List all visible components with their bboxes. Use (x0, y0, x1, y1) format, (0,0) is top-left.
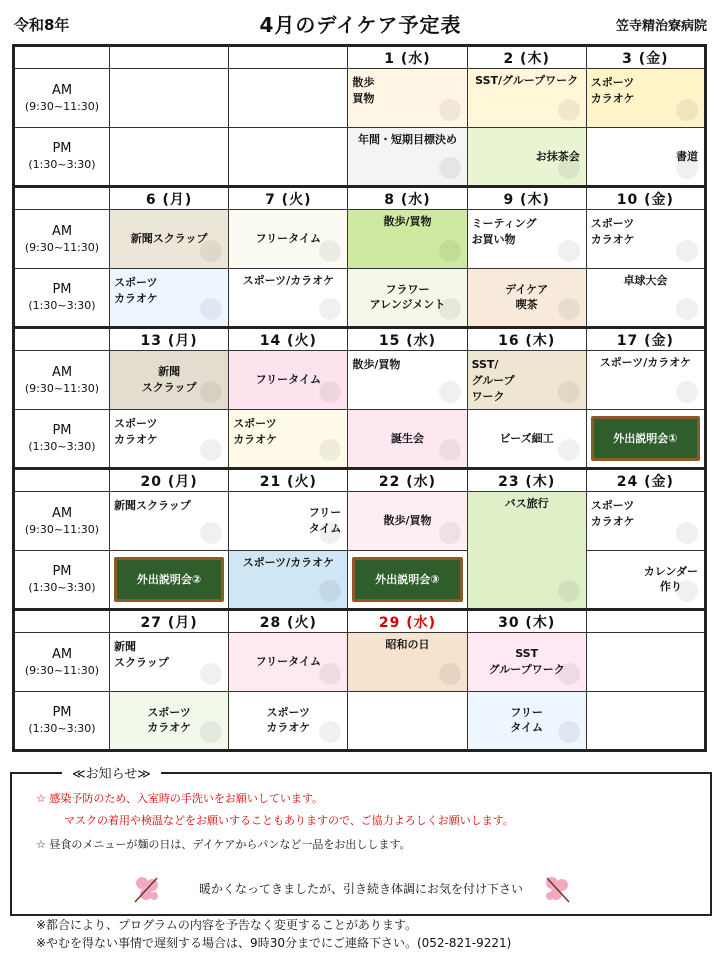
chalkboard (114, 557, 224, 602)
activity-illustration (468, 633, 586, 691)
activity-cell (110, 692, 229, 751)
activity-cell (348, 492, 467, 551)
date-header: 30 (木) (467, 609, 586, 632)
date-header: 23 (木) (467, 468, 586, 491)
date-header: 10 (金) (586, 186, 705, 209)
activity-illustration (110, 351, 228, 409)
activity-illustration (229, 351, 347, 409)
activity-label: スポーツ カラオケ (266, 705, 311, 735)
slot-time: (1:30~3:30) (28, 439, 96, 453)
activity-illustration (468, 410, 586, 467)
activity-illustration (229, 492, 347, 550)
activity-illustration (229, 692, 347, 749)
cherry-blossom-icon (542, 874, 572, 904)
date-row-spacer (14, 468, 110, 491)
slot-time: (1:30~3:30) (28, 298, 96, 312)
activity-cell (229, 692, 348, 751)
slot-name: PM (52, 564, 72, 580)
activity-label: SST/ グループ ワーク (471, 358, 515, 404)
pm-row (14, 551, 706, 610)
activity-cell (348, 69, 467, 128)
date-row-spacer (14, 46, 110, 69)
activity-illustration (110, 410, 228, 467)
activity-label: 新聞 スクラップ (114, 640, 169, 670)
date-header: 8 (水) (348, 186, 467, 209)
slot-time: (1:30~3:30) (28, 721, 96, 735)
activity-illustration (229, 269, 347, 326)
slot-name: AM (51, 506, 73, 521)
activity-cell (467, 269, 586, 328)
activity-illustration (468, 351, 586, 409)
schedule-table (12, 44, 707, 752)
slot-name: PM (52, 423, 72, 439)
activity-cell (348, 210, 467, 269)
activity-label: スポーツ カラオケ (233, 417, 277, 447)
pm-row (14, 128, 706, 187)
activity-cell (586, 410, 705, 469)
activity-label: SST/グループワーク (475, 74, 579, 88)
slot-name: PM (52, 705, 72, 721)
date-header: 3 (金) (586, 46, 705, 69)
chalkboard (352, 557, 462, 602)
activity-illustration (348, 351, 466, 409)
slot-name: PM (52, 141, 72, 157)
activity-label: 昭和の日 (385, 638, 430, 652)
activity-label: 新聞スクラップ (130, 232, 208, 246)
pm-slot-label (14, 692, 110, 751)
illustration-blob (558, 381, 580, 403)
footer-note-2: ※やむを得ない事情で遅刻する場合は、9時30分までにご連絡下さい。(052-821-9221) (36, 936, 512, 950)
am-row (14, 492, 706, 551)
activity-label: スポーツ カラオケ (590, 217, 635, 247)
activity-cell (467, 128, 586, 187)
date-header: 1 (水) (348, 46, 467, 69)
activity-cell (586, 351, 705, 410)
notice-warm-message: 暖かくなってきましたが、引き続き体調にお気を付け下さい (198, 882, 523, 896)
notice-box (10, 767, 712, 916)
activity-cell (348, 128, 467, 187)
activity-label: 新聞スクラップ (114, 499, 191, 513)
slot-name: AM (51, 646, 73, 662)
illustration-blob (676, 381, 698, 403)
activity-label: フリータイム (255, 655, 321, 669)
activity-cell (229, 492, 348, 551)
activity-cell (586, 269, 705, 328)
activity-label: バス旅行 (504, 497, 549, 511)
slot-time: (9:30~11:30) (24, 99, 100, 113)
am-row (14, 351, 706, 410)
chalkboard (591, 416, 700, 461)
activity-cell (586, 128, 705, 187)
page-title: 4月のデイケア予定表 (259, 13, 462, 37)
activity-label: お抹茶会 (535, 149, 580, 163)
date-header: 15 (水) (348, 327, 467, 350)
am-slot-label (14, 210, 110, 269)
date-header: 28 (火) (229, 609, 348, 632)
activity-cell (229, 269, 348, 328)
era-year: 令和8年 (14, 16, 70, 34)
activity-illustration (110, 633, 228, 691)
activity-illustration (587, 69, 704, 127)
activity-illustration (587, 210, 704, 268)
activity-cell (229, 69, 348, 128)
activity-label: スポーツ/カラオケ (242, 556, 334, 570)
date-header: 29 (水) (348, 609, 467, 632)
pm-row (14, 692, 706, 751)
slot-time: (9:30~11:30) (24, 381, 100, 395)
activity-label: 外出説明会② (136, 572, 202, 586)
activity-illustration (587, 492, 704, 550)
activity-cell (110, 128, 229, 187)
activity-label: デイケア 喫茶 (505, 282, 549, 312)
slot-time: (9:30~11:30) (24, 663, 100, 677)
illustration-blob (439, 240, 461, 262)
activity-illustration (348, 551, 466, 608)
notice-line-3: ☆ 昼食のメニューが麺の日は、デイケアからパンなど一品をお出しします。 (36, 838, 411, 851)
activity-label: フラワー アレンジメント (369, 282, 446, 312)
illustration-blob (558, 240, 580, 262)
activity-label: 卓球大会 (623, 274, 668, 288)
illustration-blob (676, 99, 698, 121)
am-slot-label (14, 351, 110, 410)
activity-illustration (110, 492, 228, 550)
activity-illustration (348, 69, 466, 127)
activity-cell (229, 633, 348, 692)
activity-illustration (110, 269, 228, 326)
illustration-blob (200, 522, 222, 544)
activity-label: スポーツ/カラオケ (599, 356, 692, 370)
activity-cell (229, 551, 348, 610)
activity-label: スポーツ カラオケ (590, 76, 635, 106)
date-header: 22 (水) (348, 468, 467, 491)
activity-cell (110, 633, 229, 692)
activity-label: スポーツ カラオケ (147, 705, 191, 735)
activity-label: スポーツ/カラオケ (242, 274, 334, 288)
illustration-blob (439, 157, 461, 179)
illustration-blob (558, 99, 580, 121)
activity-cell (586, 69, 705, 128)
date-header: 13 (月) (110, 327, 229, 350)
activity-label: 外出説明会① (613, 431, 678, 445)
activity-illustration (229, 633, 347, 691)
date-header (229, 46, 348, 69)
activity-illustration (468, 210, 586, 268)
slot-name: AM (51, 83, 73, 99)
activity-label: フリー タイム (308, 506, 342, 536)
activity-cell (110, 551, 229, 610)
hospital-name: 笠寺精治寮病院 (615, 19, 707, 34)
date-row-spacer (14, 186, 110, 209)
notice-line-2: マスクの着用や検温などをお願いすることもありますので、ご協力よろしくお願いします。 (64, 814, 514, 827)
activity-illustration (110, 210, 228, 268)
am-slot-label (14, 633, 110, 692)
activity-cell (586, 692, 705, 751)
activity-illustration (348, 128, 466, 185)
date-row (14, 186, 706, 209)
activity-illustration (468, 492, 586, 608)
illustration-blob (200, 439, 222, 461)
activity-label: 新聞 スクラップ (141, 365, 197, 395)
pm-slot-label (14, 269, 110, 328)
slot-name: PM (52, 282, 72, 298)
date-header: 20 (月) (110, 468, 229, 491)
date-row-spacer (14, 609, 110, 632)
activity-illustration (348, 210, 466, 268)
date-row (14, 468, 706, 491)
illustration-blob (319, 439, 341, 461)
illustration-blob (439, 99, 461, 121)
activity-cell (110, 210, 229, 269)
activity-cell (110, 69, 229, 128)
illustration-blob (200, 663, 222, 685)
illustration-blob (676, 522, 698, 544)
illustration-blob (439, 663, 461, 685)
activity-cell (348, 269, 467, 328)
activity-label: フリー タイム (510, 705, 544, 735)
activity-label: 散歩/買物 (352, 358, 401, 372)
pm-slot-label (14, 551, 110, 610)
activity-illustration (110, 692, 228, 749)
activity-cell (348, 692, 467, 751)
activity-cell (229, 128, 348, 187)
activity-cell (110, 492, 229, 551)
footer-note-1: ※都合により、プログラムの内容を予告なく変更することがあります。 (36, 918, 417, 932)
date-header: 21 (火) (229, 468, 348, 491)
am-row (14, 69, 706, 128)
activity-label: スポーツ カラオケ (590, 499, 635, 529)
date-row (14, 609, 706, 632)
activity-illustration (229, 410, 347, 467)
activity-illustration (348, 410, 466, 467)
notice-line-1: ☆ 感染予防のため、入室時の手洗いをお願いしています。 (36, 792, 324, 805)
activity-illustration (229, 210, 347, 268)
activity-cell (467, 633, 586, 692)
am-slot-label (14, 69, 110, 128)
activity-cell (110, 351, 229, 410)
activity-illustration (587, 351, 704, 409)
activity-label: カレンダー 作り (643, 564, 698, 594)
date-header: 6 (月) (110, 186, 229, 209)
slot-time: (1:30~3:30) (28, 580, 96, 594)
pm-slot-label (14, 128, 110, 187)
activity-label: 書道 (676, 149, 698, 163)
date-row (14, 327, 706, 350)
activity-cell (586, 633, 705, 692)
pm-row (14, 410, 706, 469)
illustration-blob (319, 298, 341, 320)
activity-label: スポーツ カラオケ (114, 276, 158, 306)
activity-illustration (468, 692, 586, 749)
activity-label: フリータイム (255, 232, 321, 246)
slot-name: AM (51, 365, 73, 381)
date-row-spacer (14, 327, 110, 350)
activity-label: ミーティング お買い物 (471, 217, 537, 247)
date-header: 24 (金) (586, 468, 705, 491)
activity-cell (229, 410, 348, 469)
activity-cell (229, 351, 348, 410)
date-row (14, 46, 706, 69)
activity-label: 年間・短期目標決め (357, 133, 457, 147)
date-header (586, 609, 705, 632)
activity-illustration (348, 492, 466, 550)
activity-label: 散歩/買物 (383, 514, 432, 528)
activity-illustration (468, 269, 586, 326)
activity-illustration (587, 551, 704, 608)
activity-cell (467, 410, 586, 469)
slot-time: (1:30~3:30) (28, 157, 96, 171)
activity-illustration (468, 128, 586, 185)
illustration-blob (200, 298, 222, 320)
date-header (110, 46, 229, 69)
activity-cell (586, 551, 705, 610)
date-header: 16 (木) (467, 327, 586, 350)
am-slot-label (14, 492, 110, 551)
date-header: 14 (火) (229, 327, 348, 350)
activity-cell (467, 210, 586, 269)
activity-illustration (348, 633, 466, 691)
activity-label: SST グループワーク (488, 647, 565, 677)
activity-illustration (110, 551, 228, 608)
activity-illustration (587, 128, 704, 185)
date-header: 27 (月) (110, 609, 229, 632)
am-row (14, 210, 706, 269)
activity-cell (586, 210, 705, 269)
date-header: 17 (金) (586, 327, 705, 350)
slot-name: AM (51, 224, 73, 240)
date-header: 7 (火) (229, 186, 348, 209)
activity-cell (467, 492, 586, 610)
activity-label: 誕生会 (390, 431, 424, 445)
activity-cell (348, 633, 467, 692)
activity-illustration (468, 69, 586, 127)
date-header: 2 (木) (467, 46, 586, 69)
illustration-blob (676, 240, 698, 262)
slot-time: (9:30~11:30) (24, 522, 100, 536)
slot-time: (9:30~11:30) (24, 240, 100, 254)
pm-row (14, 269, 706, 328)
am-row (14, 633, 706, 692)
activity-label: スポーツ カラオケ (114, 417, 158, 447)
activity-cell (348, 551, 467, 610)
illustration-blob (676, 298, 698, 320)
activity-label: 散歩 買物 (352, 76, 375, 106)
illustration-blob (319, 580, 341, 602)
activity-cell (348, 410, 467, 469)
activity-cell (110, 269, 229, 328)
activity-illustration (348, 269, 466, 326)
illustration-blob (439, 381, 461, 403)
activity-cell (467, 692, 586, 751)
activity-label: フリータイム (255, 373, 321, 387)
activity-cell (348, 351, 467, 410)
date-header: 9 (木) (467, 186, 586, 209)
activity-label: ビーズ細工 (499, 431, 554, 445)
activity-cell (110, 410, 229, 469)
activity-cell (467, 69, 586, 128)
notice-title: ≪お知らせ≫ (62, 763, 161, 782)
page-header (0, 0, 721, 44)
activity-label: 外出説明会③ (375, 572, 440, 586)
pm-slot-label (14, 410, 110, 469)
activity-cell (586, 492, 705, 551)
illustration-blob (558, 580, 580, 602)
activity-cell (229, 210, 348, 269)
activity-label: 散歩/買物 (383, 215, 432, 229)
activity-illustration (587, 410, 704, 467)
activity-illustration (229, 551, 347, 608)
activity-cell (467, 351, 586, 410)
activity-illustration (587, 269, 704, 326)
